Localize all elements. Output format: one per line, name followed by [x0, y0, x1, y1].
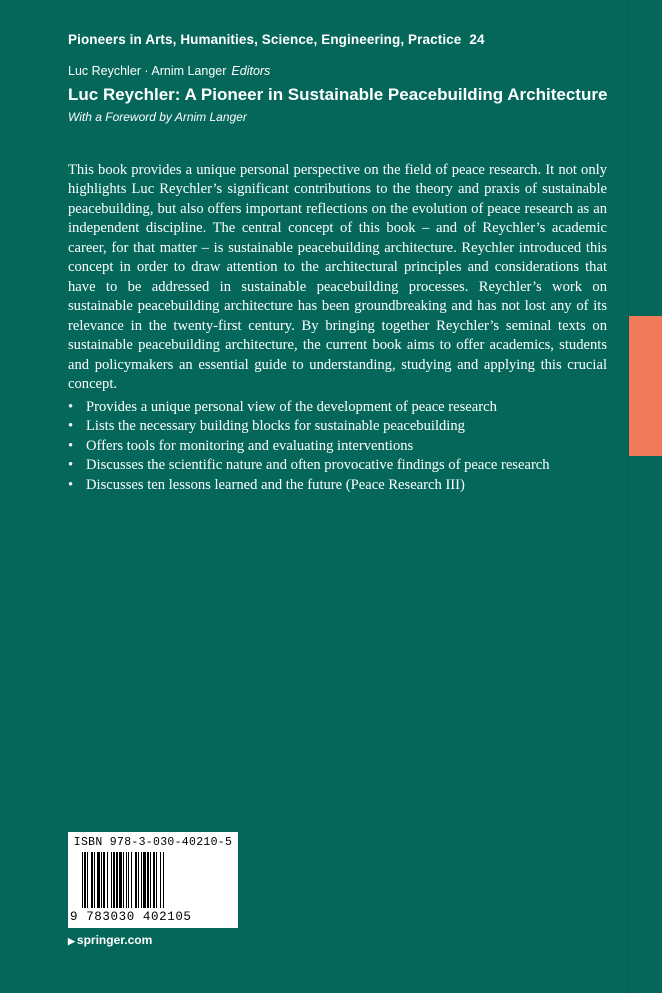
series-number: 24 [469, 32, 485, 47]
arrow-right-icon: ▶ [68, 936, 75, 946]
foreword-credit: With a Foreword by Arnim Langer [68, 110, 247, 124]
accent-color-bar [629, 316, 662, 456]
bullet-icon: • [68, 418, 74, 435]
barcode-icon [82, 852, 224, 910]
series-line [68, 32, 588, 47]
bullet-item [68, 417, 613, 436]
isbn-label: ISBN 978-3-030-40210-5 [73, 836, 233, 849]
bullet-icon: • [68, 437, 74, 454]
bullet-text: Offers tools for monitoring and evaluating interventions [86, 437, 414, 454]
series-name: Pioneers in Arts, Humanities, Science, Engineering, Practice [68, 32, 462, 47]
editors-role: Editors [231, 64, 271, 78]
bullet-text: Discusses ten lessons learned and the future (Peace Research III) [86, 476, 465, 493]
feature-bullet-list [68, 398, 613, 495]
isbn-digits: 9 783030 402105 [70, 910, 192, 924]
bullet-text: Discusses the scientific nature and often provocative findings of peace research [86, 457, 550, 474]
bullet-icon: • [68, 457, 74, 474]
bullet-icon: • [68, 476, 74, 493]
editor-names: Luc Reychler · Arnim Langer [68, 64, 227, 78]
bullet-item [68, 437, 613, 456]
description-blurb: This book provides a unique personal perspective on the field of peace research. It not only highlights Luc Reychler’s significant contributions to the theory and praxis of sustainable peacebuilding, but also offers important reflections on the evolution of peace research as an independent discipline. The central concept of this book – and of Reychler’s academic career, for that matter – is sustainable peacebuilding architecture. Reychler introduced this concept in order to draw attention to the architectural principles and considerations that have to be addressed in sustainable peacebuilding processes. Reychler’s work on sustainable peacebuilding architecture has been groundbreaking and has not lost any of its relevance in the twenty-first century. By bringing together Reychler’s seminal texts on sustainable peacebuilding architecture, the current book aims to offer academics, students and policymakers an essential guide to understanding, studying and applying this crucial concept. [68, 162, 607, 392]
bullet-icon: • [68, 399, 74, 415]
publisher-url: springer.com [76, 933, 153, 947]
bullet-text: Provides a unique personal view of the development of peace research [86, 399, 497, 415]
isbn-barcode [68, 832, 238, 928]
book-title: Luc Reychler: A Pioneer in Sustainable Peacebuilding Architecture [68, 85, 608, 104]
publisher-link[interactable] [68, 933, 152, 947]
bullet-text: Lists the necessary building blocks for sustainable peacebuilding [86, 418, 465, 435]
bullet-item [68, 398, 613, 417]
bullet-item [68, 476, 613, 495]
editors-line [68, 64, 270, 78]
bullet-item [68, 456, 613, 475]
spine-edge [628, 0, 629, 993]
